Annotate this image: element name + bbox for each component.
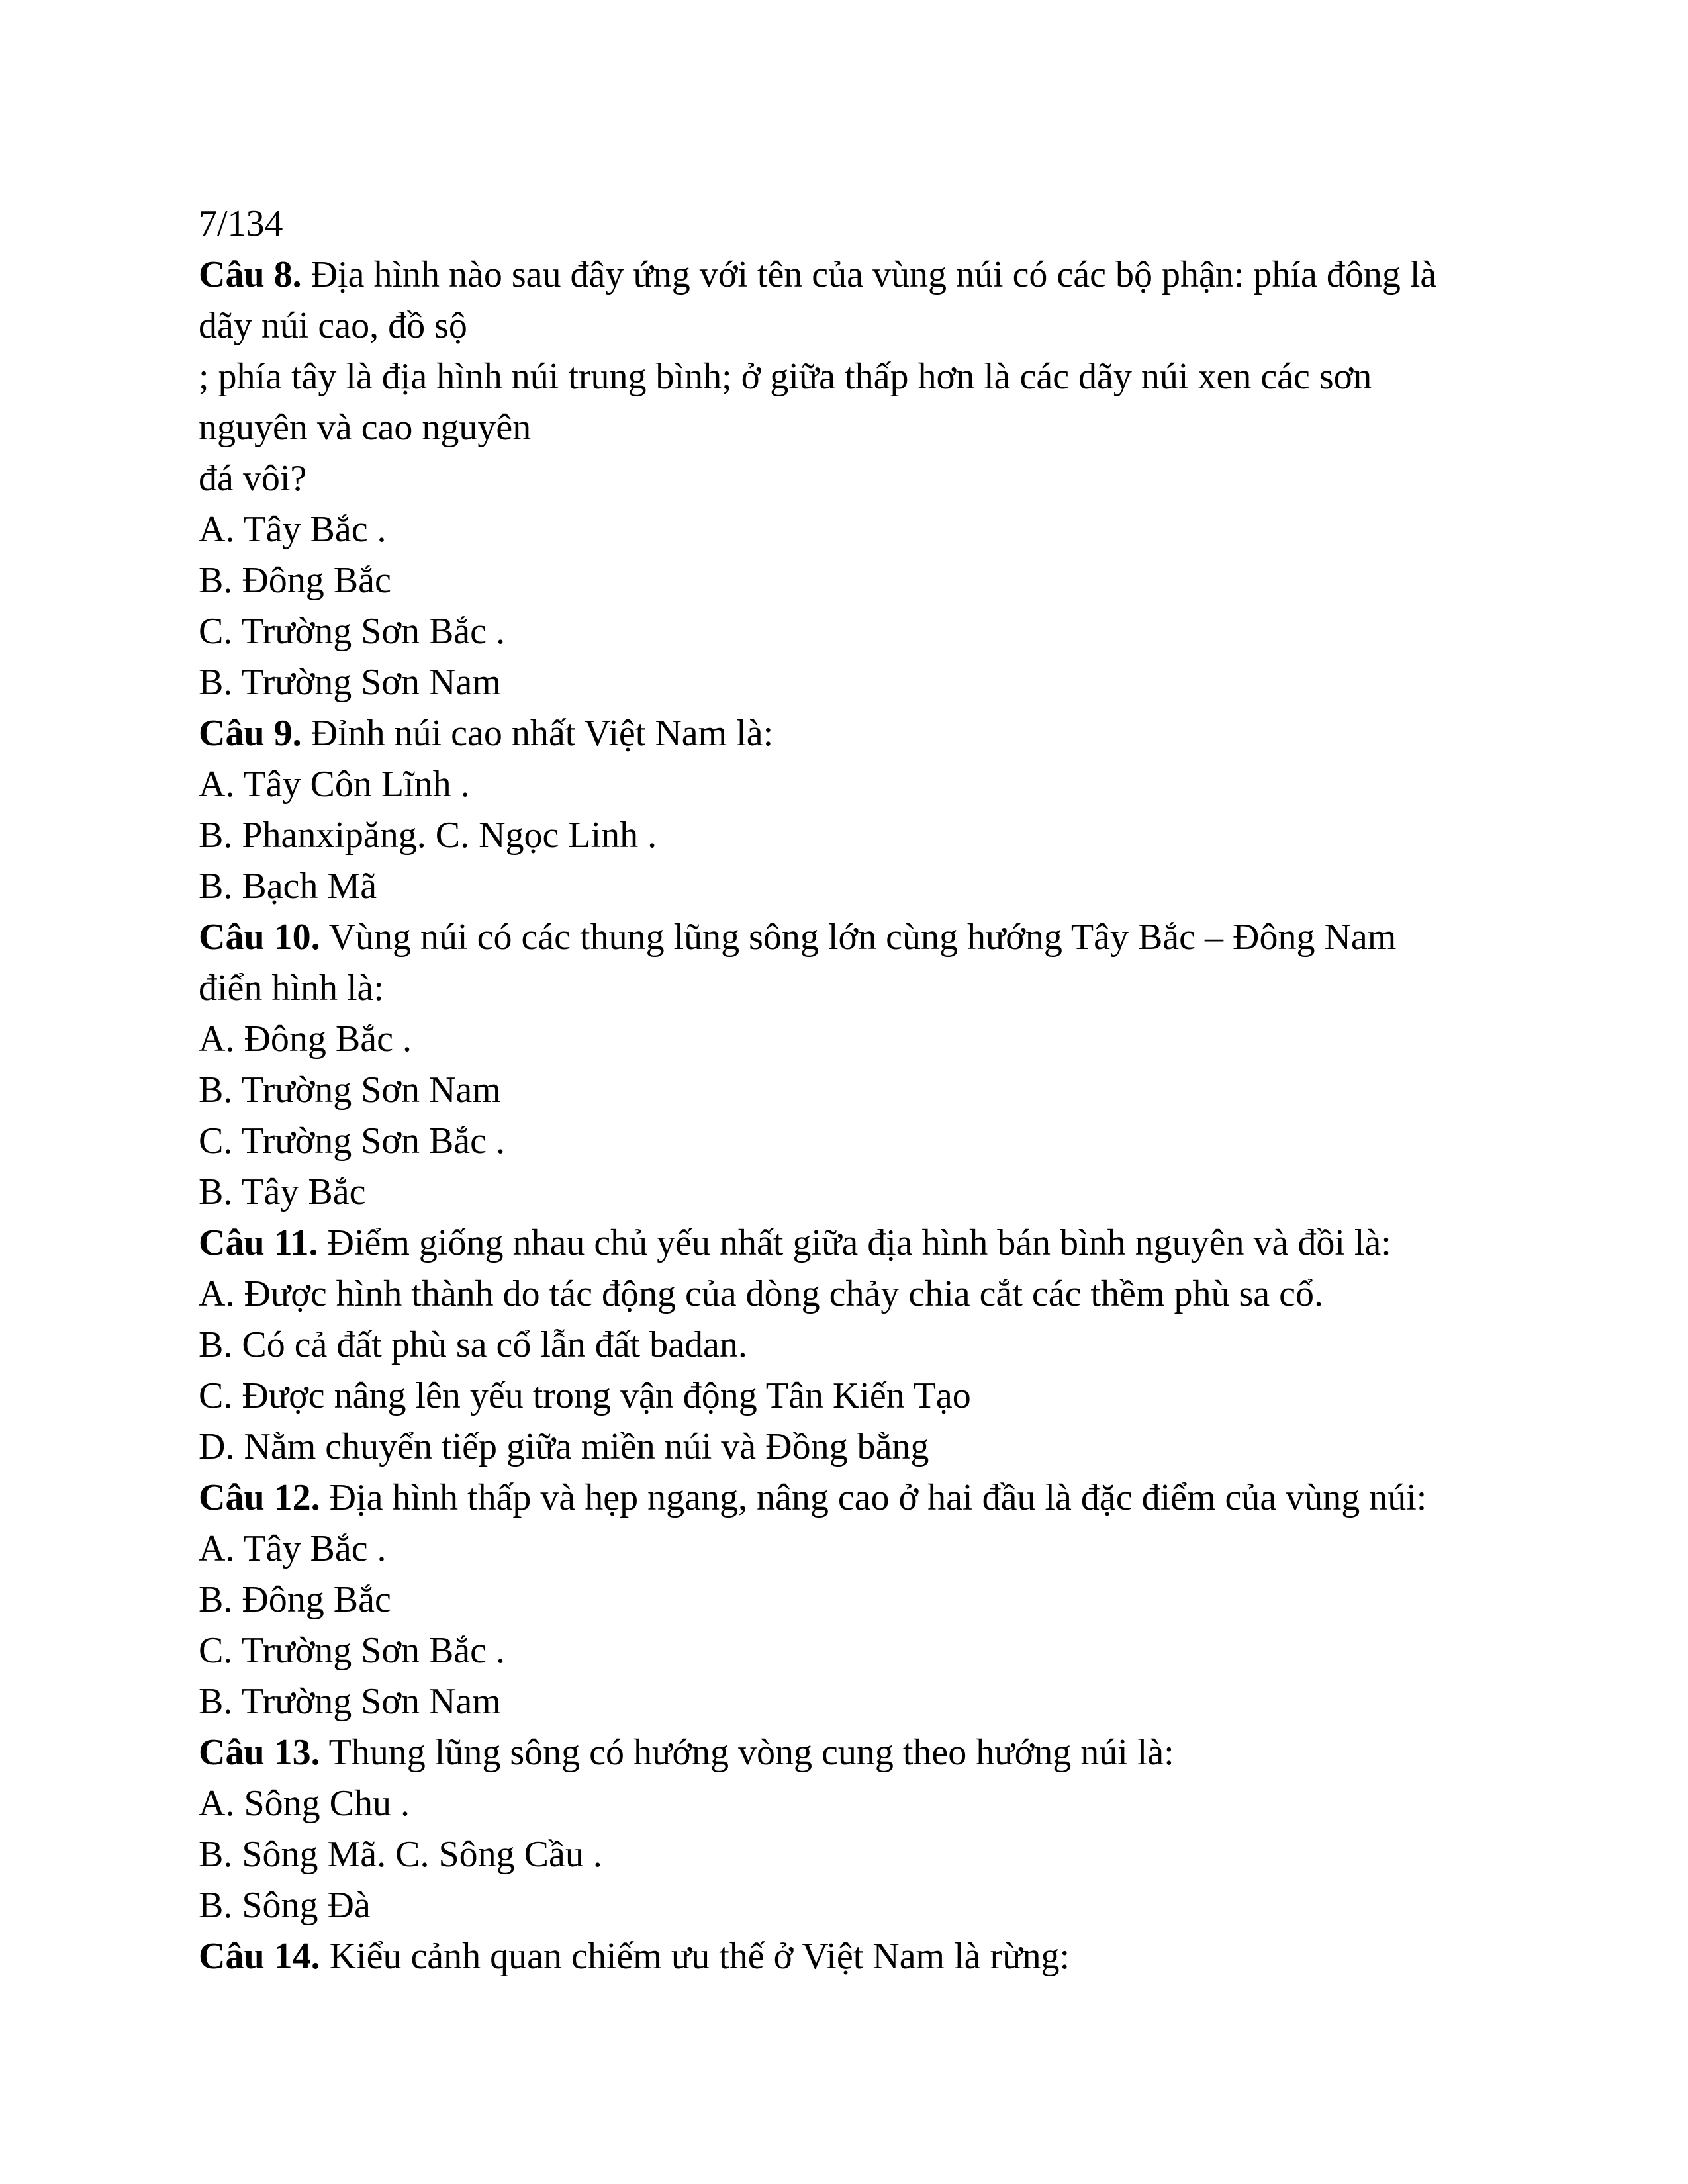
question-10-option-a: A. Đông Bắc . bbox=[199, 1019, 412, 1060]
question-9-option-b: B. Phanxipăng. C. Ngọc Linh . bbox=[199, 815, 657, 856]
question-9-option-a: A. Tây Côn Lĩnh . bbox=[199, 764, 470, 805]
document-page bbox=[199, 199, 1516, 1982]
question-14-line-1 bbox=[199, 1931, 1516, 1982]
question-10-option-d: B. Tây Bắc bbox=[199, 1171, 366, 1212]
question-12-line-1 bbox=[199, 1473, 1516, 1524]
question-9-label: Câu 9. bbox=[199, 713, 302, 754]
question-11-line-1 bbox=[199, 1218, 1516, 1269]
question-8-option-c: C. Trường Sơn Bắc . bbox=[199, 611, 506, 652]
question-14-text: Kiểu cảnh quan chiếm ưu thế ở Việt Nam là rừng: bbox=[320, 1936, 1070, 1977]
question-11-option-d: D. Nằm chuyển tiếp giữa miền núi và Đồng bằng bbox=[199, 1426, 929, 1467]
question-10-line-1 bbox=[199, 912, 1516, 963]
question-13-line-1 bbox=[199, 1727, 1516, 1778]
question-11-option-b: B. Có cả đất phù sa cổ lẫn đất badan. bbox=[199, 1324, 747, 1365]
question-8-label: Câu 8. bbox=[199, 254, 302, 295]
question-13-option-a: A. Sông Chu . bbox=[199, 1783, 410, 1824]
question-8-text: Địa hình nào sau đây ứng với tên của vùng núi có các bộ phận: phía đông là bbox=[301, 254, 1437, 295]
question-12-option-b: B. Đông Bắc bbox=[199, 1579, 391, 1620]
question-8-option-a: A. Tây Bắc . bbox=[199, 509, 387, 550]
question-10-text: Vùng núi có các thung lũng sông lớn cùng hướng Tây Bắc – Đông Nam bbox=[320, 917, 1397, 958]
question-14-label: Câu 14. bbox=[199, 1936, 320, 1977]
question-8-line-5: đá vôi? bbox=[199, 458, 307, 499]
question-8-line-2: dãy núi cao, đồ sộ bbox=[199, 305, 467, 346]
question-13-label: Câu 13. bbox=[199, 1732, 320, 1773]
question-9-line-1 bbox=[199, 708, 1516, 759]
question-9-option-c: B. Bạch Mã bbox=[199, 866, 377, 907]
question-13-option-b: B. Sông Mã. C. Sông Cầu . bbox=[199, 1834, 602, 1875]
question-12-option-c: C. Trường Sơn Bắc . bbox=[199, 1630, 506, 1671]
question-9-text: Đỉnh núi cao nhất Việt Nam là: bbox=[301, 713, 774, 754]
question-10-option-c: C. Trường Sơn Bắc . bbox=[199, 1120, 506, 1161]
question-8-line-4: nguyên và cao nguyên bbox=[199, 407, 532, 448]
question-12-label: Câu 12. bbox=[199, 1477, 320, 1518]
question-8-line-3: ; phía tây là địa hình núi trung bình; ở giữa thấp hơn là các dãy núi xen các sơn bbox=[199, 356, 1372, 397]
question-10-option-b: B. Trường Sơn Nam bbox=[199, 1069, 501, 1111]
question-10-label: Câu 10. bbox=[199, 917, 320, 958]
question-11-option-c: C. Được nâng lên yếu trong vận động Tân Kiến Tạo bbox=[199, 1375, 971, 1416]
question-12-option-d: B. Trường Sơn Nam bbox=[199, 1681, 501, 1722]
question-11-text: Điểm giống nhau chủ yếu nhất giữa địa hình bán bình nguyên và đồi là: bbox=[318, 1222, 1391, 1263]
question-13-option-c: B. Sông Đà bbox=[199, 1885, 371, 1926]
question-11-option-a: A. Được hình thành do tác động của dòng chảy chia cắt các thềm phù sa cổ. bbox=[199, 1273, 1323, 1314]
question-12-text: Địa hình thấp và hẹp ngang, nâng cao ở hai đầu là đặc điểm của vùng núi: bbox=[320, 1477, 1427, 1518]
question-11-label: Câu 11. bbox=[199, 1222, 318, 1263]
page-number: 7/134 bbox=[199, 203, 283, 244]
question-8-option-d: B. Trường Sơn Nam bbox=[199, 662, 501, 703]
question-10-line-2: điển hình là: bbox=[199, 968, 384, 1009]
question-13-text: Thung lũng sông có hướng vòng cung theo hướng núi là: bbox=[320, 1732, 1174, 1773]
question-8-option-b: B. Đông Bắc bbox=[199, 560, 391, 601]
question-8-line-1 bbox=[199, 250, 1516, 300]
question-12-option-a: A. Tây Bắc . bbox=[199, 1528, 387, 1569]
